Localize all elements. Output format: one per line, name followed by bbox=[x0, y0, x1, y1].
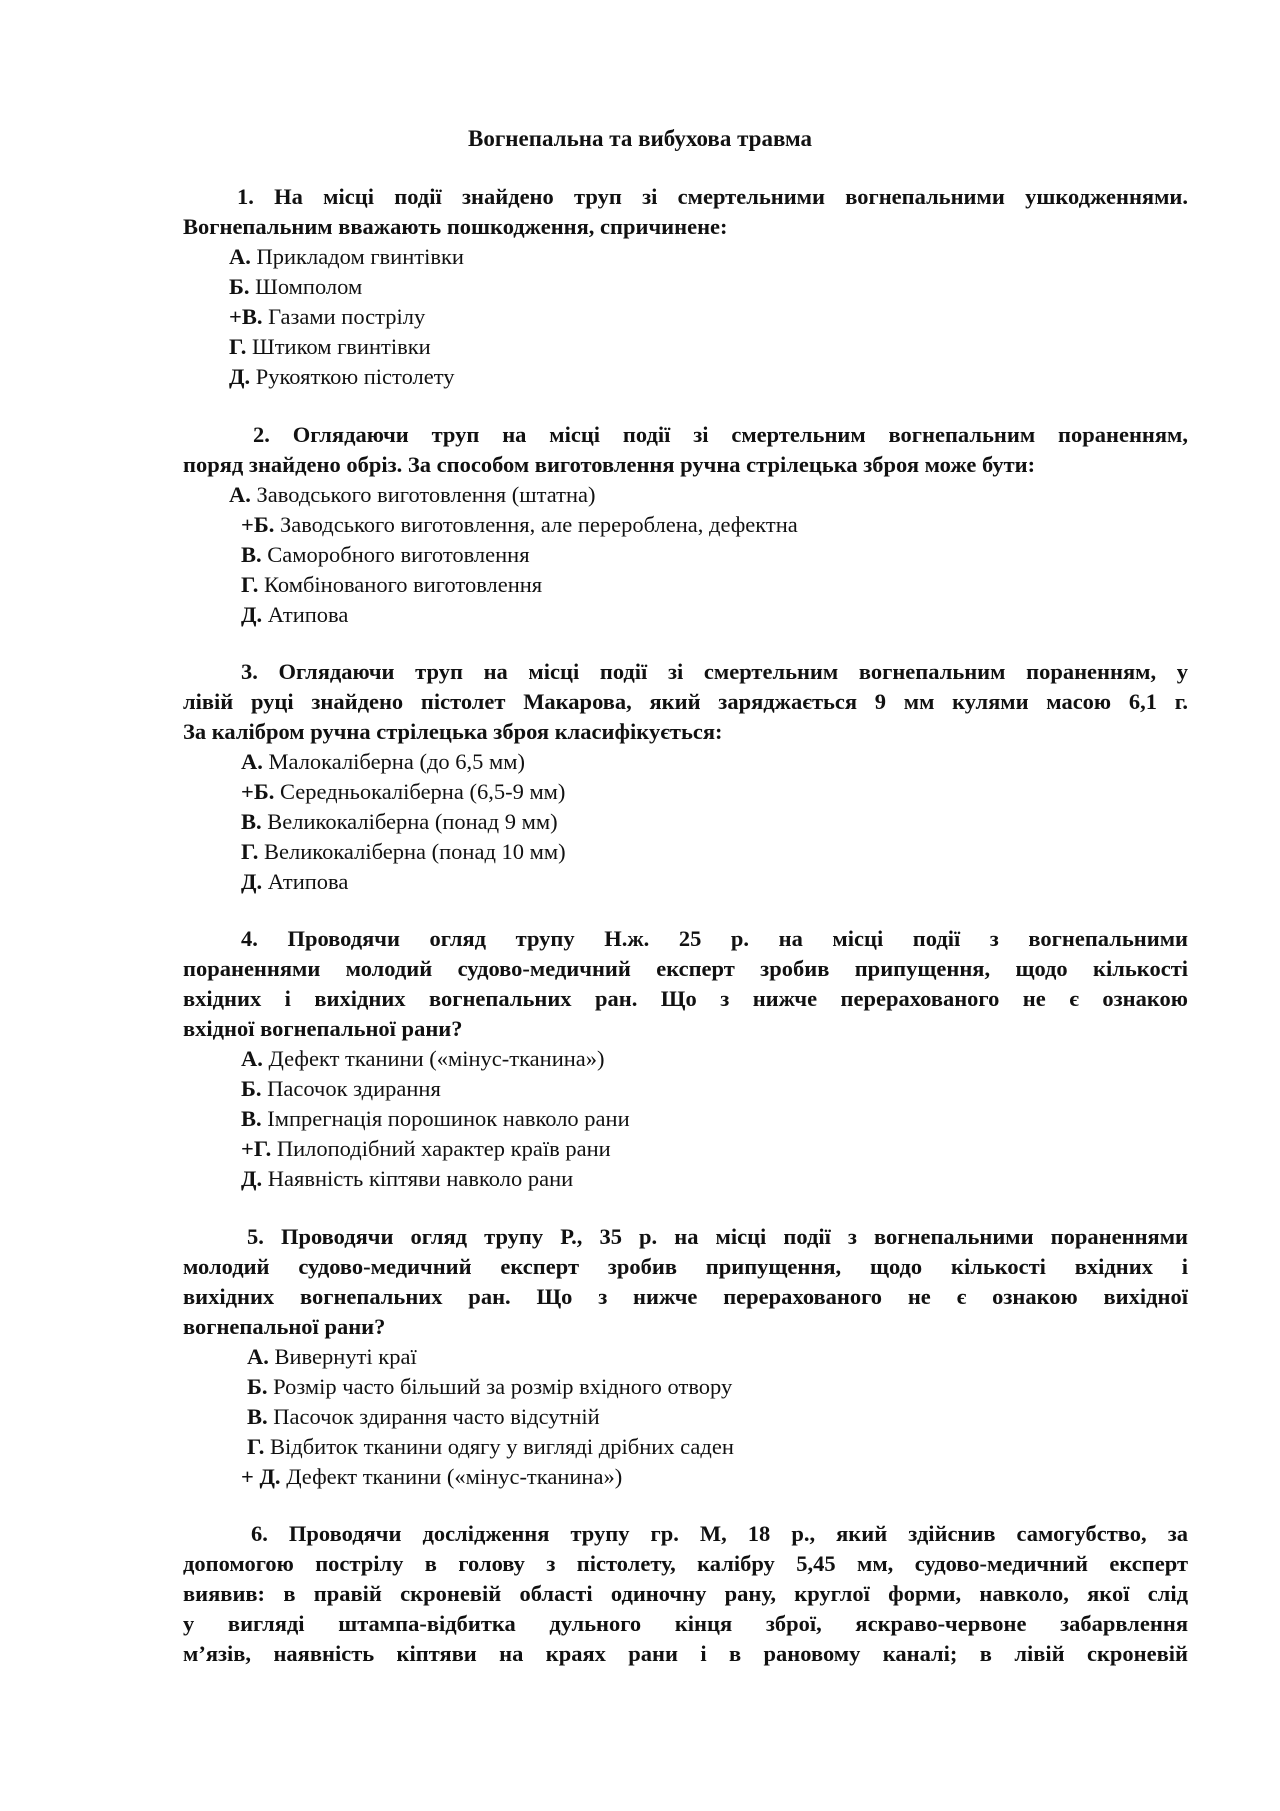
answer-option: Д. Наявність кіптяви навколо рани bbox=[241, 1166, 574, 1191]
answer-option: Б. Шомполом bbox=[229, 274, 363, 299]
answer-option: Б. Пасочок здирання bbox=[241, 1076, 441, 1101]
question-5 bbox=[183, 1222, 1188, 1492]
answer-option: Б. Розмір часто більший за розмір вхідного отвору bbox=[247, 1374, 733, 1399]
answer-option: А. Заводського виготовлення (штатна) bbox=[229, 482, 596, 507]
answer-option: В. Імпрегнація порошинок навколо рани bbox=[241, 1106, 630, 1131]
answer-option: А. Малокаліберна (до 6,5 мм) bbox=[241, 749, 525, 774]
answer-option: +Б. Середньокаліберна (6,5-9 мм) bbox=[241, 779, 566, 804]
answer-option: В. Великокаліберна (понад 9 мм) bbox=[241, 809, 558, 834]
question-6 bbox=[183, 1519, 1188, 1669]
answer-option: Д. Атипова bbox=[241, 602, 349, 627]
answer-option: +Б. Заводського виготовлення, але перероблена, дефектна bbox=[241, 512, 798, 537]
question-4 bbox=[183, 924, 1188, 1194]
question-stem: 5. Проводячи огляд трупу Р., 35 р. на місці події з вогнепальними пораненнями молодий судово-медичний експерт зробив припущення, щодо кількості вхідних і вихідних вогнепальних ран. Що з нижче перерахованого не є ознакою вихідної вогнепальної рани? bbox=[183, 1224, 1188, 1339]
document-title: Вогнепальна та вибухова травма bbox=[467, 126, 813, 151]
question-stem: 2. Оглядаючи труп на місці події зі смертельним вогнепальним пораненням, поряд знайдено обріз. За способом виготовлення ручна стрілецька зброя може бути: bbox=[183, 422, 1188, 477]
question-stem: 3. Оглядаючи труп на місці події зі смертельним вогнепальним пораненням, у лівій руці знайдено пістолет Макарова, який заряджається 9 мм кулями масою 6,1 г. За калібром ручна стрілецька зброя класифікується: bbox=[183, 659, 1188, 744]
answer-option: Г. Штиком гвинтівки bbox=[229, 334, 431, 359]
question-1 bbox=[183, 182, 1188, 392]
answer-option: Г. Великокаліберна (понад 10 мм) bbox=[241, 839, 566, 864]
answer-options bbox=[241, 1044, 1188, 1194]
answer-option: В. Пасочок здирання часто відсутній bbox=[247, 1404, 600, 1429]
answer-option: Д. Рукояткою пістолету bbox=[229, 364, 455, 389]
answer-option: Г. Відбиток тканини одягу у вигляді дрібних саден bbox=[247, 1434, 734, 1459]
answer-options bbox=[229, 242, 1188, 392]
answer-options bbox=[229, 480, 1188, 630]
answer-option: +В. Газами пострілу bbox=[229, 304, 426, 329]
answer-option: А. Прикладом гвинтівки bbox=[229, 244, 464, 269]
answer-options bbox=[241, 1342, 1188, 1492]
question-stem: 1. На місці події знайдено труп зі смертельними вогнепальними ушкодженнями. Вогнепальним вважають пошкодження, спричинене: bbox=[183, 184, 1188, 239]
answer-options bbox=[241, 747, 1188, 897]
answer-option: + Д. Дефект тканини («мінус-тканина») bbox=[241, 1464, 623, 1489]
question-2 bbox=[183, 420, 1188, 630]
answer-option: В. Саморобного виготовлення bbox=[241, 542, 530, 567]
question-stem: 6. Проводячи дослідження трупу гр. М, 18 р., який здійснив самогубство, за допомогою пострілу в голову з пістолету, калібру 5,45 мм, судово-медичний експерт виявив: в правій скроневій області одиночну рану, круглої форми, навколо, якої слід у вигляді штампа-відбитка дульного кінця зброї, яскраво-червоне забарвлення м’язів, наявність кіптяви на краях рани і в рановому каналі; в лівій скроневій bbox=[183, 1521, 1188, 1666]
question-stem: 4. Проводячи огляд трупу Н.ж. 25 р. на місці події з вогнепальними пораненнями молодий судово-медичний експерт зробив припущення, щодо кількості вхідних і вихідних вогнепальних ран. Що з нижче перерахованого не є ознакою вхідної вогнепальної рани? bbox=[183, 926, 1188, 1041]
question-3 bbox=[183, 657, 1188, 897]
answer-option: Г. Комбінованого виготовлення bbox=[241, 572, 543, 597]
answer-option: А. Дефект тканини («мінус-тканина») bbox=[241, 1046, 605, 1071]
answer-option: А. Вивернуті краї bbox=[247, 1344, 417, 1369]
answer-option: +Г. Пилоподібний характер країв рани bbox=[241, 1136, 611, 1161]
answer-option: Д. Атипова bbox=[241, 869, 349, 894]
